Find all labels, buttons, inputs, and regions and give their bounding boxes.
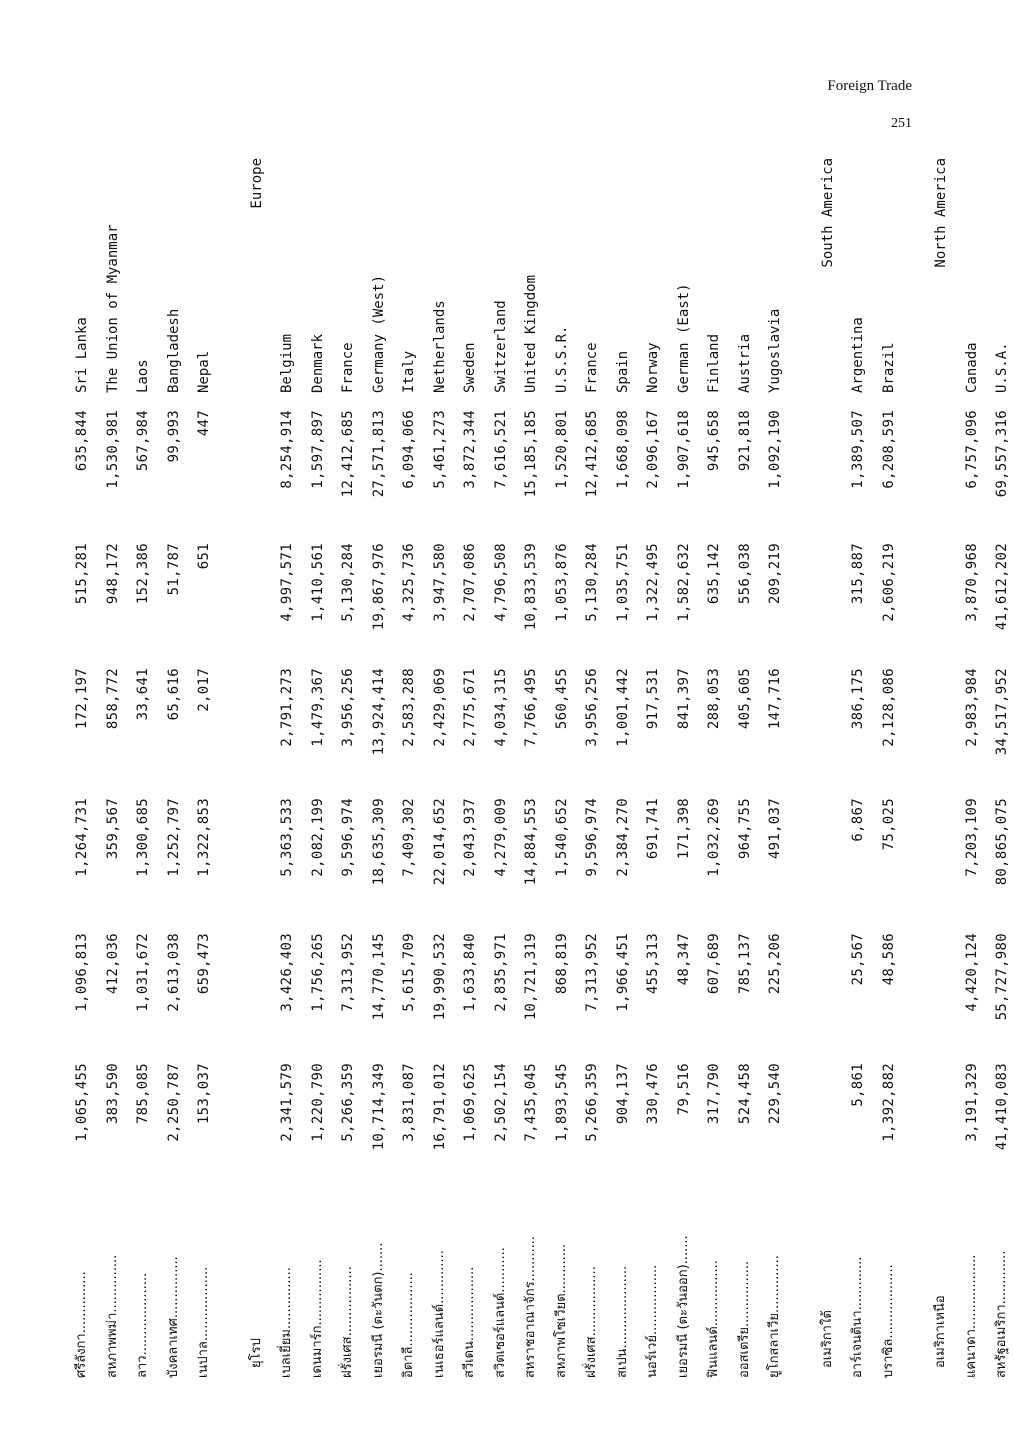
country-name-thai: ฟินแลนด์................ — [706, 1260, 721, 1378]
value-cell: 3,956,256 — [584, 668, 600, 747]
table-row — [192, 158, 216, 1378]
value-cell: 15,185,185 — [523, 410, 539, 498]
region-name-english: South America — [819, 158, 836, 268]
value-cell: 1,035,751 — [614, 543, 631, 622]
value-cell: 209,219 — [767, 543, 783, 605]
value-cell: 1,264,731 — [74, 798, 90, 877]
value-cell: 315,887 — [850, 543, 866, 605]
country-name-english: German (East) — [675, 283, 692, 393]
country-name-english: Sweden — [462, 342, 478, 393]
country-name-thai: เดนมาร์ก................ — [309, 1259, 325, 1378]
value-cell: 9,596,974 — [584, 798, 600, 877]
country-name-thai: เยอรมนี (ตะวันออก)....... — [675, 1235, 691, 1378]
value-cell: 1,907,618 — [675, 410, 692, 489]
value-cell: 2,613,038 — [165, 933, 182, 1012]
table-row — [846, 158, 870, 1378]
region-header-row — [816, 158, 840, 1378]
table-row — [519, 158, 543, 1378]
table-row — [550, 158, 574, 1378]
value-cell: 1,069,625 — [462, 1063, 478, 1142]
value-cell: 2,983,984 — [963, 668, 980, 747]
region-name-thai: ยุโรป — [248, 1338, 264, 1368]
country-name-thai: สวีเดน.................. — [462, 1266, 477, 1378]
value-cell: 2,707,086 — [462, 543, 478, 622]
value-cell: 7,435,045 — [523, 1063, 539, 1142]
value-cell: 317,790 — [706, 1063, 722, 1125]
value-cell: 1,633,840 — [462, 933, 478, 1012]
country-name-thai: อิตาลี.................. — [401, 1272, 416, 1378]
country-name-thai: อาร์เจนตินา............. — [850, 1256, 865, 1378]
value-cell: 524,458 — [736, 1063, 753, 1125]
table-row — [336, 158, 360, 1378]
table-row — [489, 158, 513, 1378]
value-cell: 5,130,284 — [340, 543, 356, 622]
value-cell: 948,172 — [104, 543, 121, 605]
table-row — [397, 158, 421, 1378]
value-cell: 3,956,256 — [340, 668, 356, 747]
value-cell: 1,597,897 — [309, 410, 326, 489]
value-cell: 4,420,124 — [963, 933, 980, 1012]
value-cell: 5,363,533 — [279, 798, 295, 877]
value-cell: 491,037 — [767, 798, 783, 860]
value-cell: 2,384,270 — [614, 798, 631, 877]
value-cell: 3,870,968 — [963, 543, 980, 622]
country-name-thai: สวิตเซอร์แลนด์........... — [492, 1247, 508, 1378]
value-cell: 556,038 — [736, 543, 753, 605]
value-cell: 560,455 — [553, 668, 570, 730]
value-cell: 2,835,971 — [492, 933, 509, 1012]
value-cell: 1,031,672 — [135, 933, 151, 1012]
value-cell: 7,313,952 — [584, 933, 600, 1012]
value-cell: 2,128,086 — [880, 668, 897, 747]
value-cell: 3,872,344 — [462, 410, 478, 489]
country-name-thai: สหรัฐอเมริกา............. — [994, 1250, 1009, 1378]
country-name-english: Sri Lanka — [74, 317, 90, 393]
value-cell: 1,053,876 — [553, 543, 570, 622]
value-cell: 386,175 — [850, 668, 866, 730]
value-cell: 2,043,937 — [462, 798, 478, 877]
country-name-thai: บังคลาเทศ............... — [165, 1256, 181, 1378]
country-name-english: Nepal — [196, 350, 212, 393]
value-cell: 14,770,145 — [370, 933, 387, 1021]
region-name-english: Europe — [248, 158, 265, 209]
region-header-row — [929, 158, 953, 1378]
table-row — [162, 158, 186, 1378]
value-cell: 1,410,561 — [309, 543, 326, 622]
country-name-thai: แคนาดา.................. — [963, 1254, 979, 1378]
value-cell: 8,254,914 — [279, 410, 295, 489]
country-name-thai: ศรีลังกา............... — [74, 1271, 89, 1378]
value-cell: 1,389,507 — [850, 410, 866, 489]
country-name-english: The Union of Myanmar — [104, 224, 121, 393]
country-name-english: U.S.A. — [994, 342, 1010, 393]
country-name-thai: สหราชอาณาจักร........... — [523, 1235, 538, 1378]
value-cell: 1,540,652 — [553, 798, 570, 877]
value-cell: 1,096,813 — [74, 933, 90, 1012]
table-row — [580, 158, 604, 1378]
value-cell: 225,206 — [767, 933, 783, 995]
value-cell: 25,567 — [850, 933, 866, 986]
country-name-english: Laos — [135, 359, 151, 393]
table-row — [733, 158, 757, 1378]
value-cell: 904,137 — [614, 1063, 631, 1125]
country-name-english: Netherlands — [431, 300, 448, 393]
value-cell: 3,426,403 — [279, 933, 295, 1012]
country-name-english: France — [340, 342, 356, 393]
value-cell: 2,341,579 — [279, 1063, 295, 1142]
table-row — [131, 158, 155, 1378]
table-row — [702, 158, 726, 1378]
value-cell: 33,641 — [135, 668, 151, 721]
value-cell: 27,571,813 — [370, 410, 387, 498]
value-cell: 9,596,974 — [340, 798, 356, 877]
value-cell: 152,386 — [135, 543, 151, 605]
value-cell: 945,658 — [706, 410, 722, 472]
country-name-english: Brazil — [880, 342, 897, 393]
country-name-english: Yugoslavia — [767, 308, 783, 393]
table-row — [641, 158, 665, 1378]
value-cell: 19,867,976 — [370, 543, 387, 631]
value-cell: 16,791,012 — [431, 1063, 448, 1151]
region-name-thai: อเมริกาใต้ — [819, 1310, 835, 1368]
value-cell: 288,053 — [706, 668, 722, 730]
value-cell: 51,787 — [165, 543, 182, 596]
page-number: 251 — [891, 116, 912, 131]
region-name-thai: อเมริกาเหนือ — [933, 1295, 948, 1368]
value-cell: 1,220,790 — [309, 1063, 326, 1142]
country-name-thai: นอร์เวย์................. — [645, 1264, 660, 1378]
value-cell: 2,096,167 — [645, 410, 661, 489]
value-cell: 2,583,288 — [401, 668, 417, 747]
table-row — [428, 158, 452, 1378]
value-cell: 921,818 — [736, 410, 753, 472]
country-name-english: Belgium — [279, 333, 295, 393]
country-name-thai: ฝรั่งเศส................. — [340, 1266, 355, 1378]
table-row — [990, 158, 1014, 1378]
value-cell: 691,741 — [645, 798, 661, 860]
country-name-english: United Kingdom — [523, 274, 539, 393]
value-cell: 635,844 — [74, 410, 90, 472]
value-cell: 330,476 — [645, 1063, 661, 1125]
value-cell: 10,833,539 — [523, 543, 539, 631]
value-cell: 412,036 — [104, 933, 121, 995]
value-cell: 1,392,882 — [880, 1063, 897, 1142]
value-cell: 12,412,685 — [584, 410, 600, 498]
value-cell: 172,197 — [74, 668, 90, 730]
value-cell: 2,250,787 — [165, 1063, 182, 1142]
value-cell: 1,032,269 — [706, 798, 722, 877]
country-name-english: Bangladesh — [165, 308, 182, 393]
value-cell: 13,924,414 — [370, 668, 387, 756]
country-name-english: Denmark — [309, 333, 326, 393]
value-cell: 4,997,571 — [279, 543, 295, 622]
region-name-english: North America — [933, 158, 949, 268]
value-cell: 22,014,652 — [431, 798, 448, 886]
value-cell: 65,616 — [165, 668, 182, 721]
value-cell: 14,884,553 — [523, 798, 539, 886]
value-cell: 12,412,685 — [340, 410, 356, 498]
value-cell: 1,092,190 — [767, 410, 783, 489]
value-cell: 2,082,199 — [309, 798, 326, 877]
country-name-english: Norway — [645, 342, 661, 393]
value-cell: 651 — [196, 543, 212, 570]
rotated-trade-table — [62, 158, 1010, 1378]
value-cell: 2,775,671 — [462, 668, 478, 747]
value-cell: 6,867 — [850, 798, 866, 842]
value-cell: 4,796,508 — [492, 543, 509, 622]
table-row — [367, 158, 391, 1378]
country-name-thai: เนปาล.................. — [196, 1266, 211, 1378]
table-row — [672, 158, 696, 1378]
value-cell: 10,714,349 — [370, 1063, 387, 1151]
table-row — [70, 158, 94, 1378]
country-name-thai: สเปน.................... — [614, 1265, 630, 1378]
table-row — [275, 158, 299, 1378]
country-name-thai: สหภาพโซเวียต............ — [553, 1243, 569, 1378]
value-cell: 171,398 — [675, 798, 692, 860]
value-cell: 80,865,075 — [994, 798, 1010, 886]
value-cell: 4,279,009 — [492, 798, 509, 877]
value-cell: 785,085 — [135, 1063, 151, 1125]
value-cell: 1,756,265 — [309, 933, 326, 1012]
value-cell: 659,473 — [196, 933, 212, 995]
table-row — [306, 158, 330, 1378]
value-cell: 99,993 — [165, 410, 182, 463]
country-name-thai: สหภาพพม่า.............. — [104, 1254, 120, 1378]
value-cell: 41,612,202 — [994, 543, 1010, 631]
value-cell: 567,984 — [135, 410, 151, 472]
value-cell: 383,590 — [104, 1063, 121, 1125]
value-cell: 7,409,302 — [401, 798, 417, 877]
value-cell: 1,582,632 — [675, 543, 692, 622]
value-cell: 2,429,069 — [431, 668, 448, 747]
value-cell: 917,531 — [645, 668, 661, 730]
value-cell: 1,322,495 — [645, 543, 661, 622]
value-cell: 1,065,455 — [74, 1063, 90, 1142]
value-cell: 19,990,532 — [431, 933, 448, 1021]
table-row — [611, 158, 635, 1378]
value-cell: 5,861 — [850, 1063, 866, 1107]
value-cell: 785,137 — [736, 933, 753, 995]
value-cell: 3,947,580 — [431, 543, 448, 622]
value-cell: 1,966,451 — [614, 933, 631, 1012]
value-cell: 5,266,359 — [340, 1063, 356, 1142]
value-cell: 5,461,273 — [431, 410, 448, 489]
value-cell: 1,479,367 — [309, 668, 326, 747]
value-cell: 4,325,736 — [401, 543, 417, 622]
country-name-english: Austria — [736, 333, 753, 393]
country-name-thai: บราซิล.................. — [880, 1264, 896, 1378]
value-cell: 447 — [196, 410, 212, 437]
value-cell: 1,668,098 — [614, 410, 631, 489]
value-cell: 455,313 — [645, 933, 661, 995]
value-cell: 7,203,109 — [963, 798, 980, 877]
value-cell: 1,520,801 — [553, 410, 570, 489]
country-name-thai: ออสเตรีย................ — [736, 1260, 752, 1378]
country-name-english: Spain — [614, 350, 631, 393]
value-cell: 964,755 — [736, 798, 753, 860]
table-row — [960, 158, 984, 1378]
value-cell: 6,208,591 — [880, 410, 897, 489]
value-cell: 858,772 — [104, 668, 121, 730]
country-name-thai: เนเธอร์แลนด์............. — [431, 1250, 447, 1378]
value-cell: 405,605 — [736, 668, 753, 730]
value-cell: 607,689 — [706, 933, 722, 995]
value-cell: 7,313,952 — [340, 933, 356, 1012]
value-cell: 229,540 — [767, 1063, 783, 1125]
region-header-row — [245, 158, 269, 1378]
value-cell: 1,893,545 — [553, 1063, 570, 1142]
country-name-thai: ฝรั่งเศส................. — [584, 1266, 599, 1378]
value-cell: 1,322,853 — [196, 798, 212, 877]
country-name-english: Switzerland — [492, 300, 509, 393]
value-cell: 55,727,980 — [994, 933, 1010, 1021]
table-row — [101, 158, 125, 1378]
country-name-thai: เยอรมนี (ตะวันตก)....... — [370, 1242, 386, 1378]
value-cell: 79,516 — [675, 1063, 692, 1116]
value-cell: 841,397 — [675, 668, 692, 730]
value-cell: 7,766,495 — [523, 668, 539, 747]
value-cell: 2,502,154 — [492, 1063, 509, 1142]
value-cell: 10,721,319 — [523, 933, 539, 1021]
value-cell: 48,586 — [880, 933, 897, 986]
value-cell: 359,567 — [104, 798, 121, 860]
table-row — [458, 158, 482, 1378]
value-cell: 5,130,284 — [584, 543, 600, 622]
running-header-title: Foreign Trade — [827, 78, 912, 94]
value-cell: 6,757,096 — [963, 410, 980, 489]
country-name-english: Germany (West) — [370, 274, 387, 393]
value-cell: 635,142 — [706, 543, 722, 605]
value-cell: 6,094,066 — [401, 410, 417, 489]
value-cell: 3,831,087 — [401, 1063, 417, 1142]
country-name-thai: เบลเยี่ยม............... — [279, 1267, 294, 1378]
value-cell: 1,252,797 — [165, 798, 182, 877]
value-cell: 1,530,981 — [104, 410, 121, 489]
country-name-thai: ลาว.................... — [135, 1272, 150, 1378]
value-cell: 48,347 — [675, 933, 692, 986]
value-cell: 3,191,329 — [963, 1063, 980, 1142]
country-name-english: Argentina — [850, 317, 866, 393]
value-cell: 18,635,309 — [370, 798, 387, 886]
country-name-english: Finland — [706, 333, 722, 393]
value-cell: 41,410,083 — [994, 1063, 1010, 1151]
value-cell: 5,266,359 — [584, 1063, 600, 1142]
table-row — [877, 158, 901, 1378]
value-cell: 5,615,709 — [401, 933, 417, 1012]
country-name-english: Italy — [401, 350, 417, 393]
value-cell: 75,025 — [880, 798, 897, 851]
value-cell: 147,716 — [767, 668, 783, 730]
value-cell: 2,606,219 — [880, 543, 897, 622]
value-cell: 153,037 — [196, 1063, 212, 1125]
value-cell: 1,001,442 — [614, 668, 631, 747]
value-cell: 69,557,316 — [994, 410, 1010, 498]
table-row — [763, 158, 787, 1378]
value-cell: 34,517,952 — [994, 668, 1010, 756]
value-cell: 7,616,521 — [492, 410, 509, 489]
value-cell: 2,791,273 — [279, 668, 295, 747]
country-name-english: France — [584, 342, 600, 393]
value-cell: 1,300,685 — [135, 798, 151, 877]
value-cell: 4,034,315 — [492, 668, 509, 747]
country-name-english: Canada — [963, 342, 980, 393]
country-name-english: U.S.S.R. — [553, 325, 570, 393]
value-cell: 2,017 — [196, 668, 212, 712]
value-cell: 868,819 — [553, 933, 570, 995]
value-cell: 515,281 — [74, 543, 90, 605]
country-name-thai: ยูโกสลาเวีย.............. — [767, 1255, 782, 1378]
